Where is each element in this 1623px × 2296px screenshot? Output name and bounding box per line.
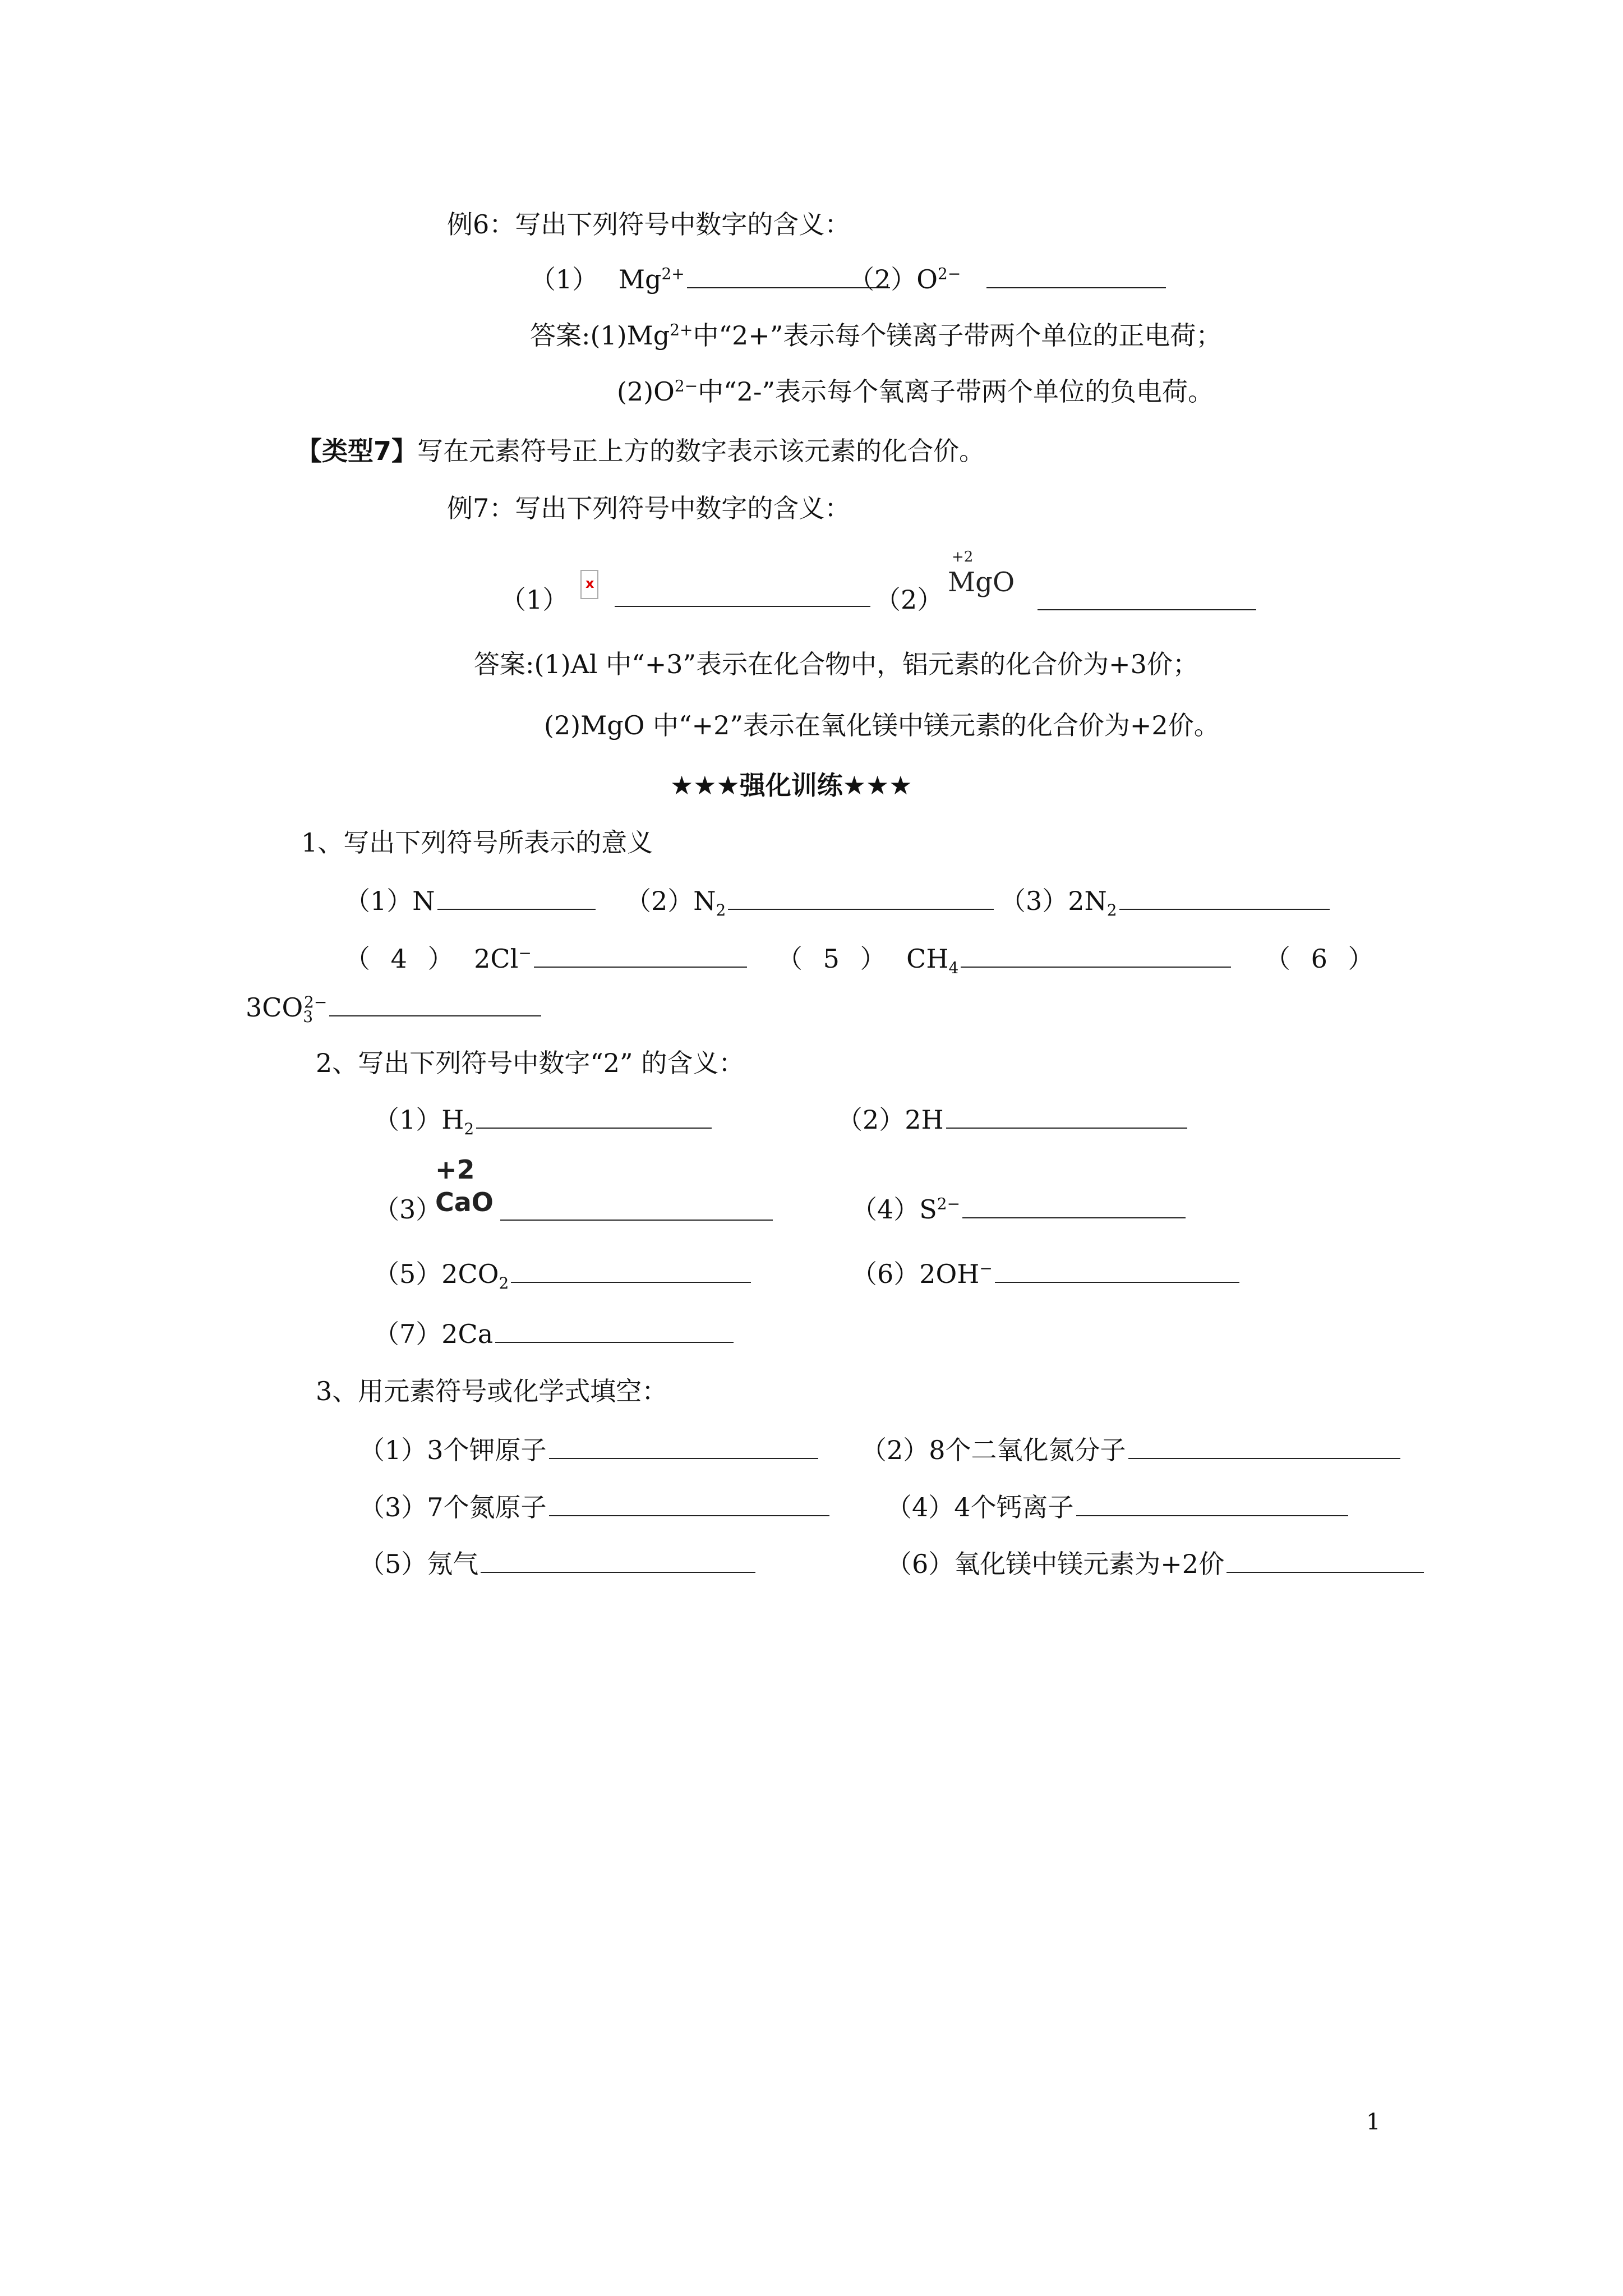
answer-blank[interactable] <box>481 1549 755 1573</box>
broken-image-icon <box>580 570 598 599</box>
q3-item-3: （3）7个氮原子 <box>359 1490 829 1524</box>
answer-blank[interactable] <box>961 944 1231 968</box>
q3-item-4: （4）4个钙离子 <box>886 1490 1348 1524</box>
answer-blank[interactable] <box>329 993 541 1016</box>
example-7-q1-label: （1） <box>500 585 569 615</box>
q1-item-6: $3CO_3^{2-}$ <box>246 991 541 1024</box>
example-6-question-2 <box>849 263 1166 296</box>
answer-blank[interactable] <box>946 1105 1187 1129</box>
answer-blank[interactable] <box>728 886 994 910</box>
cao-formula: CaO <box>435 1187 494 1217</box>
answer-blank[interactable] <box>1227 1549 1424 1573</box>
q2-item-2: （2）2H <box>837 1103 1187 1137</box>
type-7-tag: 【类型7】 <box>296 436 418 466</box>
q1-item-2: $(2)N_2$ <box>625 884 994 918</box>
answer-blank[interactable] <box>549 1493 829 1516</box>
q3-item-6: （6）氧化镁中镁元素为+2价 <box>886 1547 1424 1581</box>
q3-title: 3、用元素符号或化学式填空： <box>316 1376 668 1406</box>
answer-blank[interactable] <box>962 1195 1186 1218</box>
example-6-question-1 <box>530 263 890 296</box>
example-6-answer-1: 答案$:(1)Mg^{2+}$中“2+”表示每个镁离子带两个单位的正电荷； <box>530 320 1222 351</box>
q1-item-3: $(3)2N_2$ <box>1000 884 1330 918</box>
answer-blank[interactable] <box>995 1259 1239 1283</box>
example-6-title: 例6：写出下列符号中数字的含义： <box>447 209 851 240</box>
example-7-answer-1: 答案:(1)Al 中“+3”表示在化合物中，铝元素的化合价为+3价； <box>474 649 1198 679</box>
q2-item-4: $(4)S^{2-}$ <box>851 1193 1186 1226</box>
q-label: （1） <box>530 264 598 295</box>
answer-blank[interactable] <box>534 944 747 968</box>
answer-blank[interactable] <box>986 265 1166 288</box>
type-7-text: 写在元素符号正上方的数字表示该元素的化合价。 <box>417 436 985 466</box>
mgo-formula: MgO <box>948 567 1015 598</box>
answer-blank[interactable] <box>495 1319 734 1343</box>
q1-item-6-label: （ 6 ） <box>1265 944 1374 974</box>
answer-blank[interactable] <box>1128 1435 1400 1459</box>
answer-blank[interactable] <box>500 1197 773 1221</box>
answer-blank[interactable] <box>1119 886 1330 910</box>
q2-item-5: $(5)2CO_2$ <box>374 1257 751 1291</box>
q-label: （2） <box>849 264 917 295</box>
q1-item-1: （1）N <box>344 884 596 918</box>
q2-item-3-label: （3） <box>374 1194 442 1225</box>
q1-item-5: （ 5 ） $CH_4$ <box>777 942 1231 976</box>
answer-blank[interactable] <box>1076 1493 1348 1516</box>
page-number: 1 <box>1366 2109 1381 2135</box>
q2-item-1: $(1)H_2$ <box>374 1103 712 1137</box>
answer-blank[interactable] <box>549 1435 818 1459</box>
q3-item-2: （2）8个二氧化氮分子 <box>861 1433 1400 1467</box>
answer-blank[interactable] <box>511 1259 751 1283</box>
q3-item-1: （1）3个钾原子 <box>359 1433 818 1467</box>
answer-blank[interactable] <box>1038 587 1256 610</box>
q3-item-5: （5）氖气 <box>359 1547 755 1581</box>
example-7-title: 例7：写出下列符号中数字的含义： <box>447 493 851 523</box>
answer-blank[interactable] <box>437 886 596 910</box>
q1-title: 1、写出下列符号所表示的意义 <box>301 827 653 858</box>
example-7-q2-label: （2） <box>875 585 943 615</box>
answer-blank[interactable] <box>615 583 870 607</box>
symbol: $Mg^{2+}$ <box>618 264 685 295</box>
type-7-heading <box>296 434 985 468</box>
q2-title: 2、写出下列符号中数字“2” 的含义： <box>316 1048 745 1078</box>
q1-item-4: （ 4 ） 2Cl− <box>344 942 747 976</box>
mgo-charge: +2 <box>952 549 974 565</box>
q2-item-7: （7）2Ca <box>374 1317 734 1351</box>
answer-blank[interactable] <box>476 1105 712 1129</box>
training-title: ★★★强化训练★★★ <box>670 770 912 800</box>
symbol: $O^{2-}$ <box>916 264 961 295</box>
example-7-answer-2: (2)MgO 中“+2”表示在氧化镁中镁元素的化合价为+2价。 <box>544 710 1220 740</box>
cao-charge: +2 <box>435 1154 475 1185</box>
example-6-answer-2: $(2)O^{2-}$中“2-”表示每个氧离子带两个单位的负电荷。 <box>617 376 1214 407</box>
q2-item-6: （6）2OH− <box>851 1257 1239 1291</box>
